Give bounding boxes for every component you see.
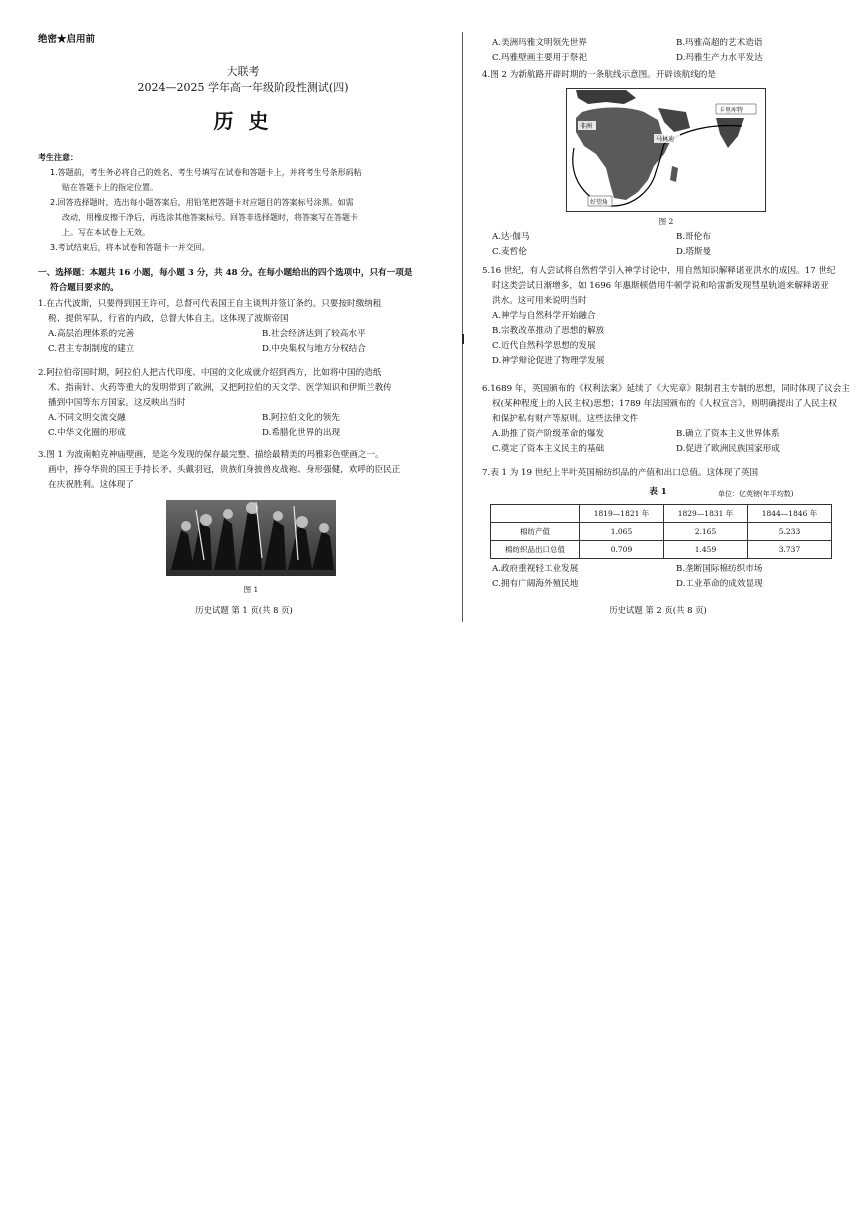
table-unit: 单位：亿英镑(年平均数) [718,490,794,498]
table-header-row [491,505,832,523]
question-7-options [482,562,834,592]
option-a[interactable]: A.神学与自然科学开始融合 [492,311,596,321]
option-a[interactable]: A.高层治理体系的完善 [48,329,135,339]
question-6 [482,382,850,457]
option-c[interactable]: C.拥有广阔海外殖民地 [492,579,579,589]
exam-org: 大联考 [226,65,260,78]
question-3-options [482,36,834,66]
question-text: 播到中国等东方国家。这反映出当时 [48,398,186,408]
table-cell: 1.065 [580,523,664,541]
question-text: 6.1689 年，英国颁布的《权利法案》延续了《大宪章》限制君主专制的思想，同时体现了议会主 [482,384,850,394]
mural-image [166,500,336,576]
table-header-cell: 1819—1821 年 [580,505,664,523]
page-2-footer: 历史试题 第 2 页(共 8 页) [609,605,707,615]
map-label-cape: 好望角 [590,199,609,206]
table-cell: 2.165 [664,523,748,541]
table-cell: 3.737 [748,541,832,559]
fold-mark [462,334,464,344]
subject-title: 历 史 [213,109,273,133]
option-d[interactable]: D.中央集权与地方分权结合 [262,344,366,354]
notice-line: 2.回答选择题时，选出每小题答案后，用铅笔把答题卡对应题目的答案标号涂黑。如需 [50,198,354,207]
table-cell: 棉纺产值 [491,523,580,541]
table-header-cell: 1829—1831 年 [664,505,748,523]
question-1 [38,297,450,357]
question-3 [38,448,450,493]
option-b[interactable]: B.垄断国际棉纺织市场 [676,564,763,574]
notice-line: 改动，用橡皮擦干净后，再选涂其他答案标号。回答非选择题时，将答案写在答题卡 [62,213,358,222]
option-d[interactable]: D.希腊化世界的出现 [262,428,341,438]
table-cell: 棉纺织品出口总值 [491,541,580,559]
option-b[interactable]: B.宗教改革推动了思想的解放 [492,326,605,336]
option-c[interactable]: C.麦哲伦 [492,247,527,257]
option-d[interactable]: D.促进了欧洲民族国家形成 [676,444,780,454]
option-d[interactable]: D.工业革命的成效显现 [676,579,763,589]
question-2 [38,366,450,441]
option-d[interactable]: D.神学辩论促进了物理学发展 [492,356,605,366]
map-label-port: 马林迪 [656,136,675,143]
question-4-options [482,230,834,260]
question-text: 术、指南针、火药等重大的发明带到了欧洲，又把阿拉伯的天文学、医学知识和伊斯兰教传 [48,383,392,393]
figure-2-caption: 图 2 [658,217,674,226]
option-d[interactable]: D.玛雅生产力水平发达 [676,53,763,63]
table-cell: 1.459 [664,541,748,559]
option-b[interactable]: B.确立了资本主义世界体系 [676,429,780,439]
route-map [566,88,766,212]
option-a[interactable]: A.助推了资产阶级革命的爆发 [492,429,605,439]
question-4-text: 4.图 2 为新航路开辟时期的一条航线示意图。开辟该航线的是 [482,70,716,80]
table-1-title: 表 1 [649,487,667,497]
table-row [491,523,832,541]
table-header-cell: 1844—1846 年 [748,505,832,523]
map-label-india: 卡里库特 [719,107,744,114]
option-d[interactable]: D.塔斯曼 [676,247,712,257]
section-heading-cont: 符合题目要求的。 [50,283,119,293]
question-text: 税、提供军队，行省的内政，总督大体自主。这体现了波斯帝国 [48,314,289,324]
notice-line: 贴在答题卡上的指定位置。 [62,183,158,192]
table-cell: 0.709 [580,541,664,559]
option-b[interactable]: B.社会经济达到了较高水平 [262,329,366,339]
notice-head: 考生注意： [38,153,78,162]
question-text: 画中，捧夺华贵的国王手持长矛、头戴羽冠，贵族们身披兽皮战袍、身形强健，欢呼的臣民正 [48,465,401,475]
question-text: 洪水。这可用来说明当时 [492,296,587,306]
question-text: 2.阿拉伯帝国时期，阿拉伯人把古代印度、中国的文化成就介绍到西方，比如将中国的造纸 [38,368,382,378]
option-a[interactable]: A.美洲玛雅文明领先世界 [492,38,587,48]
option-b[interactable]: B.玛雅高超的艺术造诣 [676,38,763,48]
table-header-cell [491,505,580,523]
question-7-text: 7.表 1 为 19 世纪上半叶英国棉纺织品的产值和出口总值。这体现了英国 [482,468,759,478]
question-text: 和保护私有财产等原则。这些法律文件 [492,414,639,424]
question-text: 时这类尝试日渐增多，如 1696 年惠斯顿借用牛顿学说和哈雷新发现彗星轨道来解释诺亚 [492,281,829,291]
exam-title: 2024—2025 学年高一年级阶段性测试(四) [137,81,349,94]
section-heading: 一、选择题：本题共 16 小题，每小题 3 分，共 48 分。在每小题给出的四个选项中，只有一项是 [38,268,413,278]
option-c[interactable]: C.奠定了资本主义民主的基础 [492,444,605,454]
notice-line: 3.考试结束后，将本试卷和答题卡一并交回。 [50,243,210,252]
question-text: 5.16 世纪，有人尝试将自然哲学引入神学讨论中，用自然知识解释诺亚洪水的成因。17 世纪 [482,266,836,276]
table-cell: 5.233 [748,523,832,541]
option-b[interactable]: B.哥伦布 [676,232,711,242]
page-divider [462,32,463,622]
question-text: 在庆祝胜利。这体现了 [48,480,134,490]
option-c[interactable]: C.君主专制制度的建立 [48,344,135,354]
option-a[interactable]: A.政府重视轻工业发展 [492,564,579,574]
question-5 [482,264,842,369]
question-text: 3.图 1 为波南帕克神庙壁画，是迄今发现的保存最完整、描绘最精美的玛雅彩色壁画之一。 [38,450,384,460]
page-1-footer: 历史试题 第 1 页(共 8 页) [195,605,293,615]
option-c[interactable]: C.中华文化圈的形成 [48,428,126,438]
map-label-africa: 非洲 [580,123,593,130]
question-text: 1.在古代波斯，只要得到国王许可，总督可代表国王自主谈判并签订条约。只要按时缴纳租 [38,299,382,309]
figure-1-caption: 图 1 [243,585,259,594]
notice-line: 1.答题前，考生务必将自己的姓名、考生号填写在试卷和答题卡上，并将考生号条形码粘 [50,168,362,177]
question-text: 权(某种程度上的人民主权)思想；1789 年法国颁布的《人权宣言》，则明确提出了人民主权 [492,399,837,409]
secret-label: 绝密★启用前 [38,34,96,45]
option-c[interactable]: C.玛雅壁画主要用于祭祀 [492,53,587,63]
data-table [490,504,832,559]
option-c[interactable]: C.近代自然科学思想的发展 [492,341,596,351]
table-row [491,541,832,559]
option-a[interactable]: A.不同文明交流交融 [48,413,126,423]
notice-block [38,150,448,255]
option-b[interactable]: B.阿拉伯文化的领先 [262,413,340,423]
notice-line: 上。写在本试卷上无效。 [62,228,150,237]
option-a[interactable]: A.达·伽马 [492,232,530,242]
